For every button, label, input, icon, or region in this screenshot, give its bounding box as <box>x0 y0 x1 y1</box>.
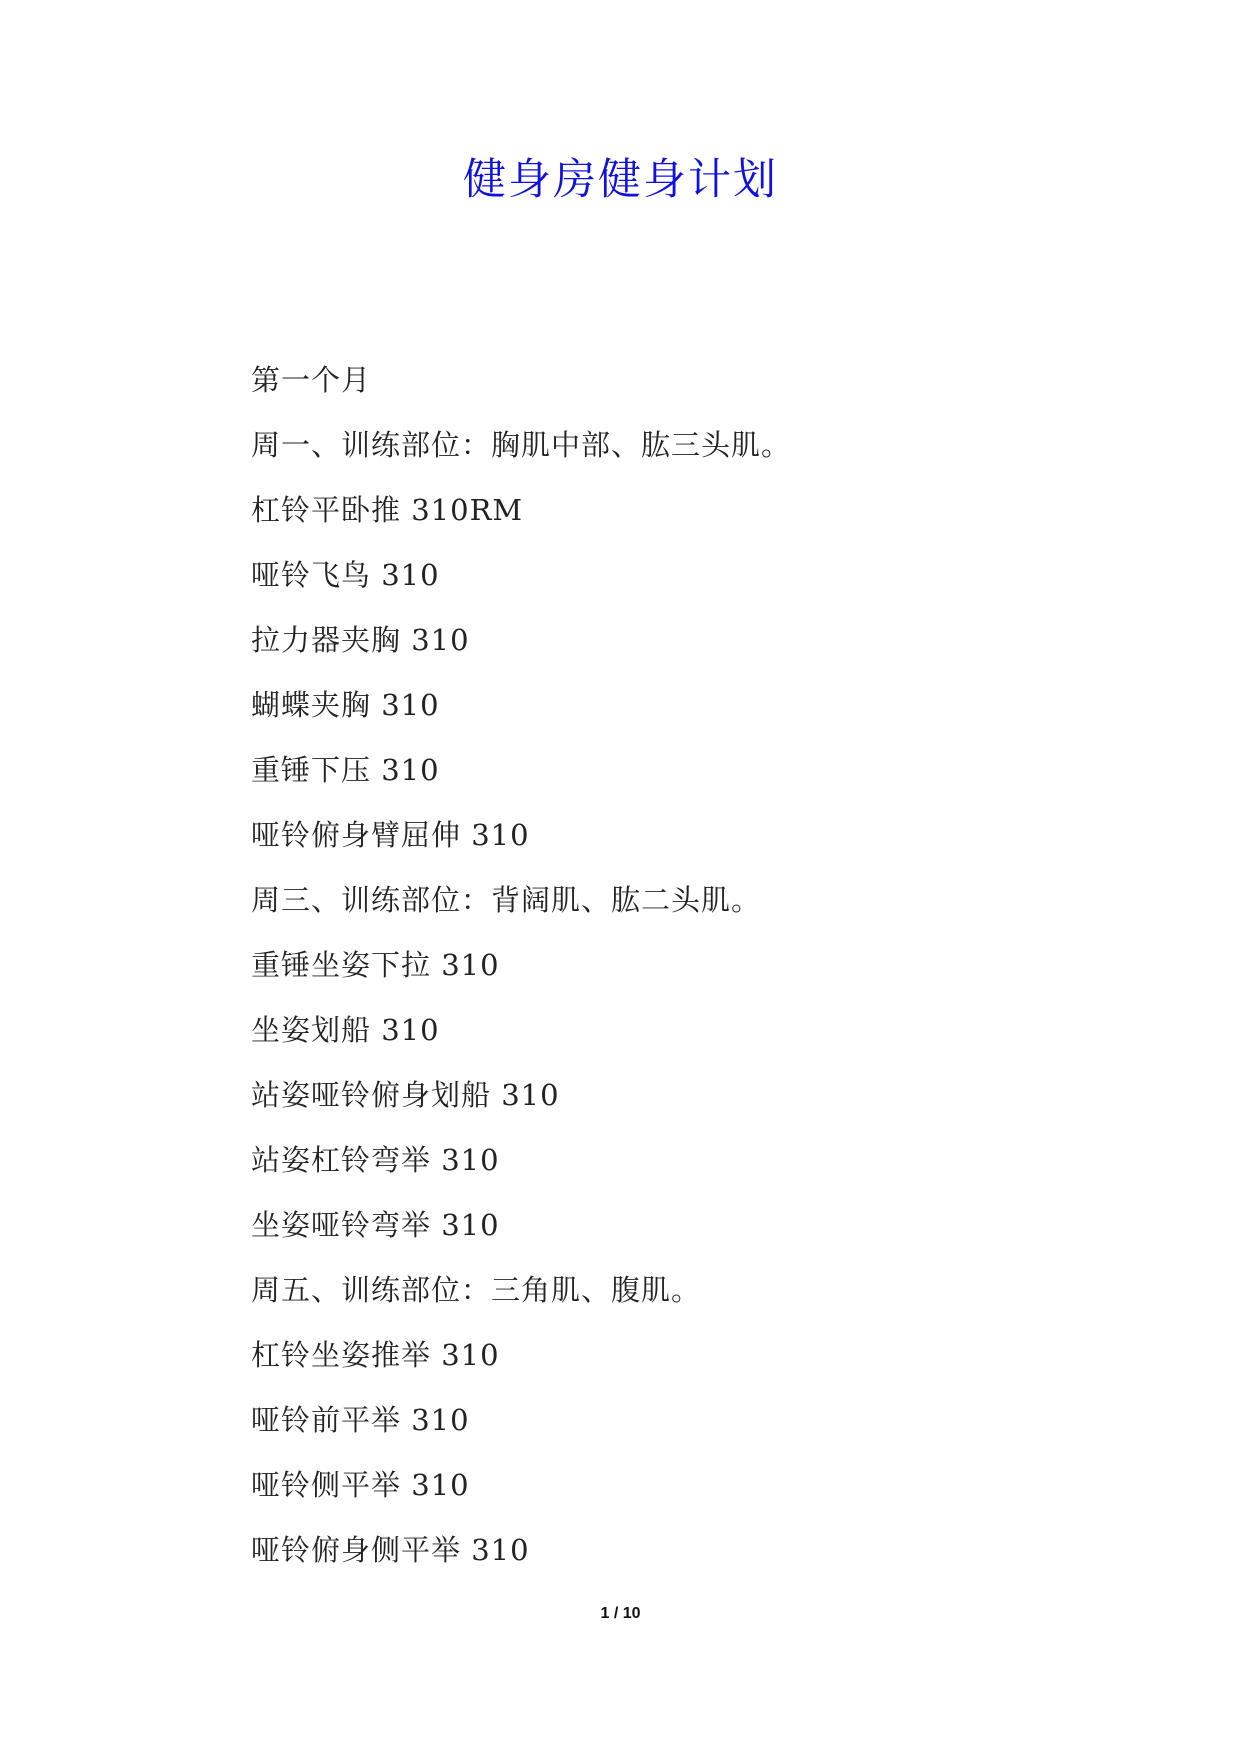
exercise-line: 哑铃俯身臂屈伸 310 <box>251 818 530 852</box>
exercise-line: 蝴蝶夹胸 310 <box>251 688 440 722</box>
exercise-line: 哑铃前平举 310 <box>251 1403 470 1437</box>
exercise-line: 坐姿哑铃弯举 310 <box>251 1208 500 1242</box>
exercise-line: 哑铃俯身侧平举 310 <box>251 1533 530 1567</box>
exercise-line: 站姿杠铃弯举 310 <box>251 1143 500 1177</box>
section-heading-friday: 周五、训练部位：三角肌、腹肌。 <box>251 1273 702 1307</box>
exercise-line: 杠铃坐姿推举 310 <box>251 1338 500 1372</box>
page-number: 1 / 10 <box>600 1605 641 1622</box>
exercise-line: 杠铃平卧推 310RM <box>251 493 524 527</box>
exercise-line: 重锤坐姿下拉 310 <box>251 948 500 982</box>
exercise-line: 站姿哑铃俯身划船 310 <box>251 1078 560 1112</box>
exercise-line: 哑铃飞鸟 310 <box>251 558 440 592</box>
exercise-line: 重锤下压 310 <box>251 753 440 787</box>
section-heading-month: 第一个月 <box>251 363 372 397</box>
section-heading-wednesday: 周三、训练部位：背阔肌、肱二头肌。 <box>251 883 762 917</box>
exercise-line: 拉力器夹胸 310 <box>251 623 470 657</box>
exercise-line: 哑铃侧平举 310 <box>251 1468 470 1502</box>
document-title: 健身房健身计划 <box>463 155 778 205</box>
document-body <box>251 348 1151 1583</box>
exercise-line: 坐姿划船 310 <box>251 1013 440 1047</box>
section-heading-monday: 周一、训练部位：胸肌中部、肱三头肌。 <box>251 428 792 462</box>
